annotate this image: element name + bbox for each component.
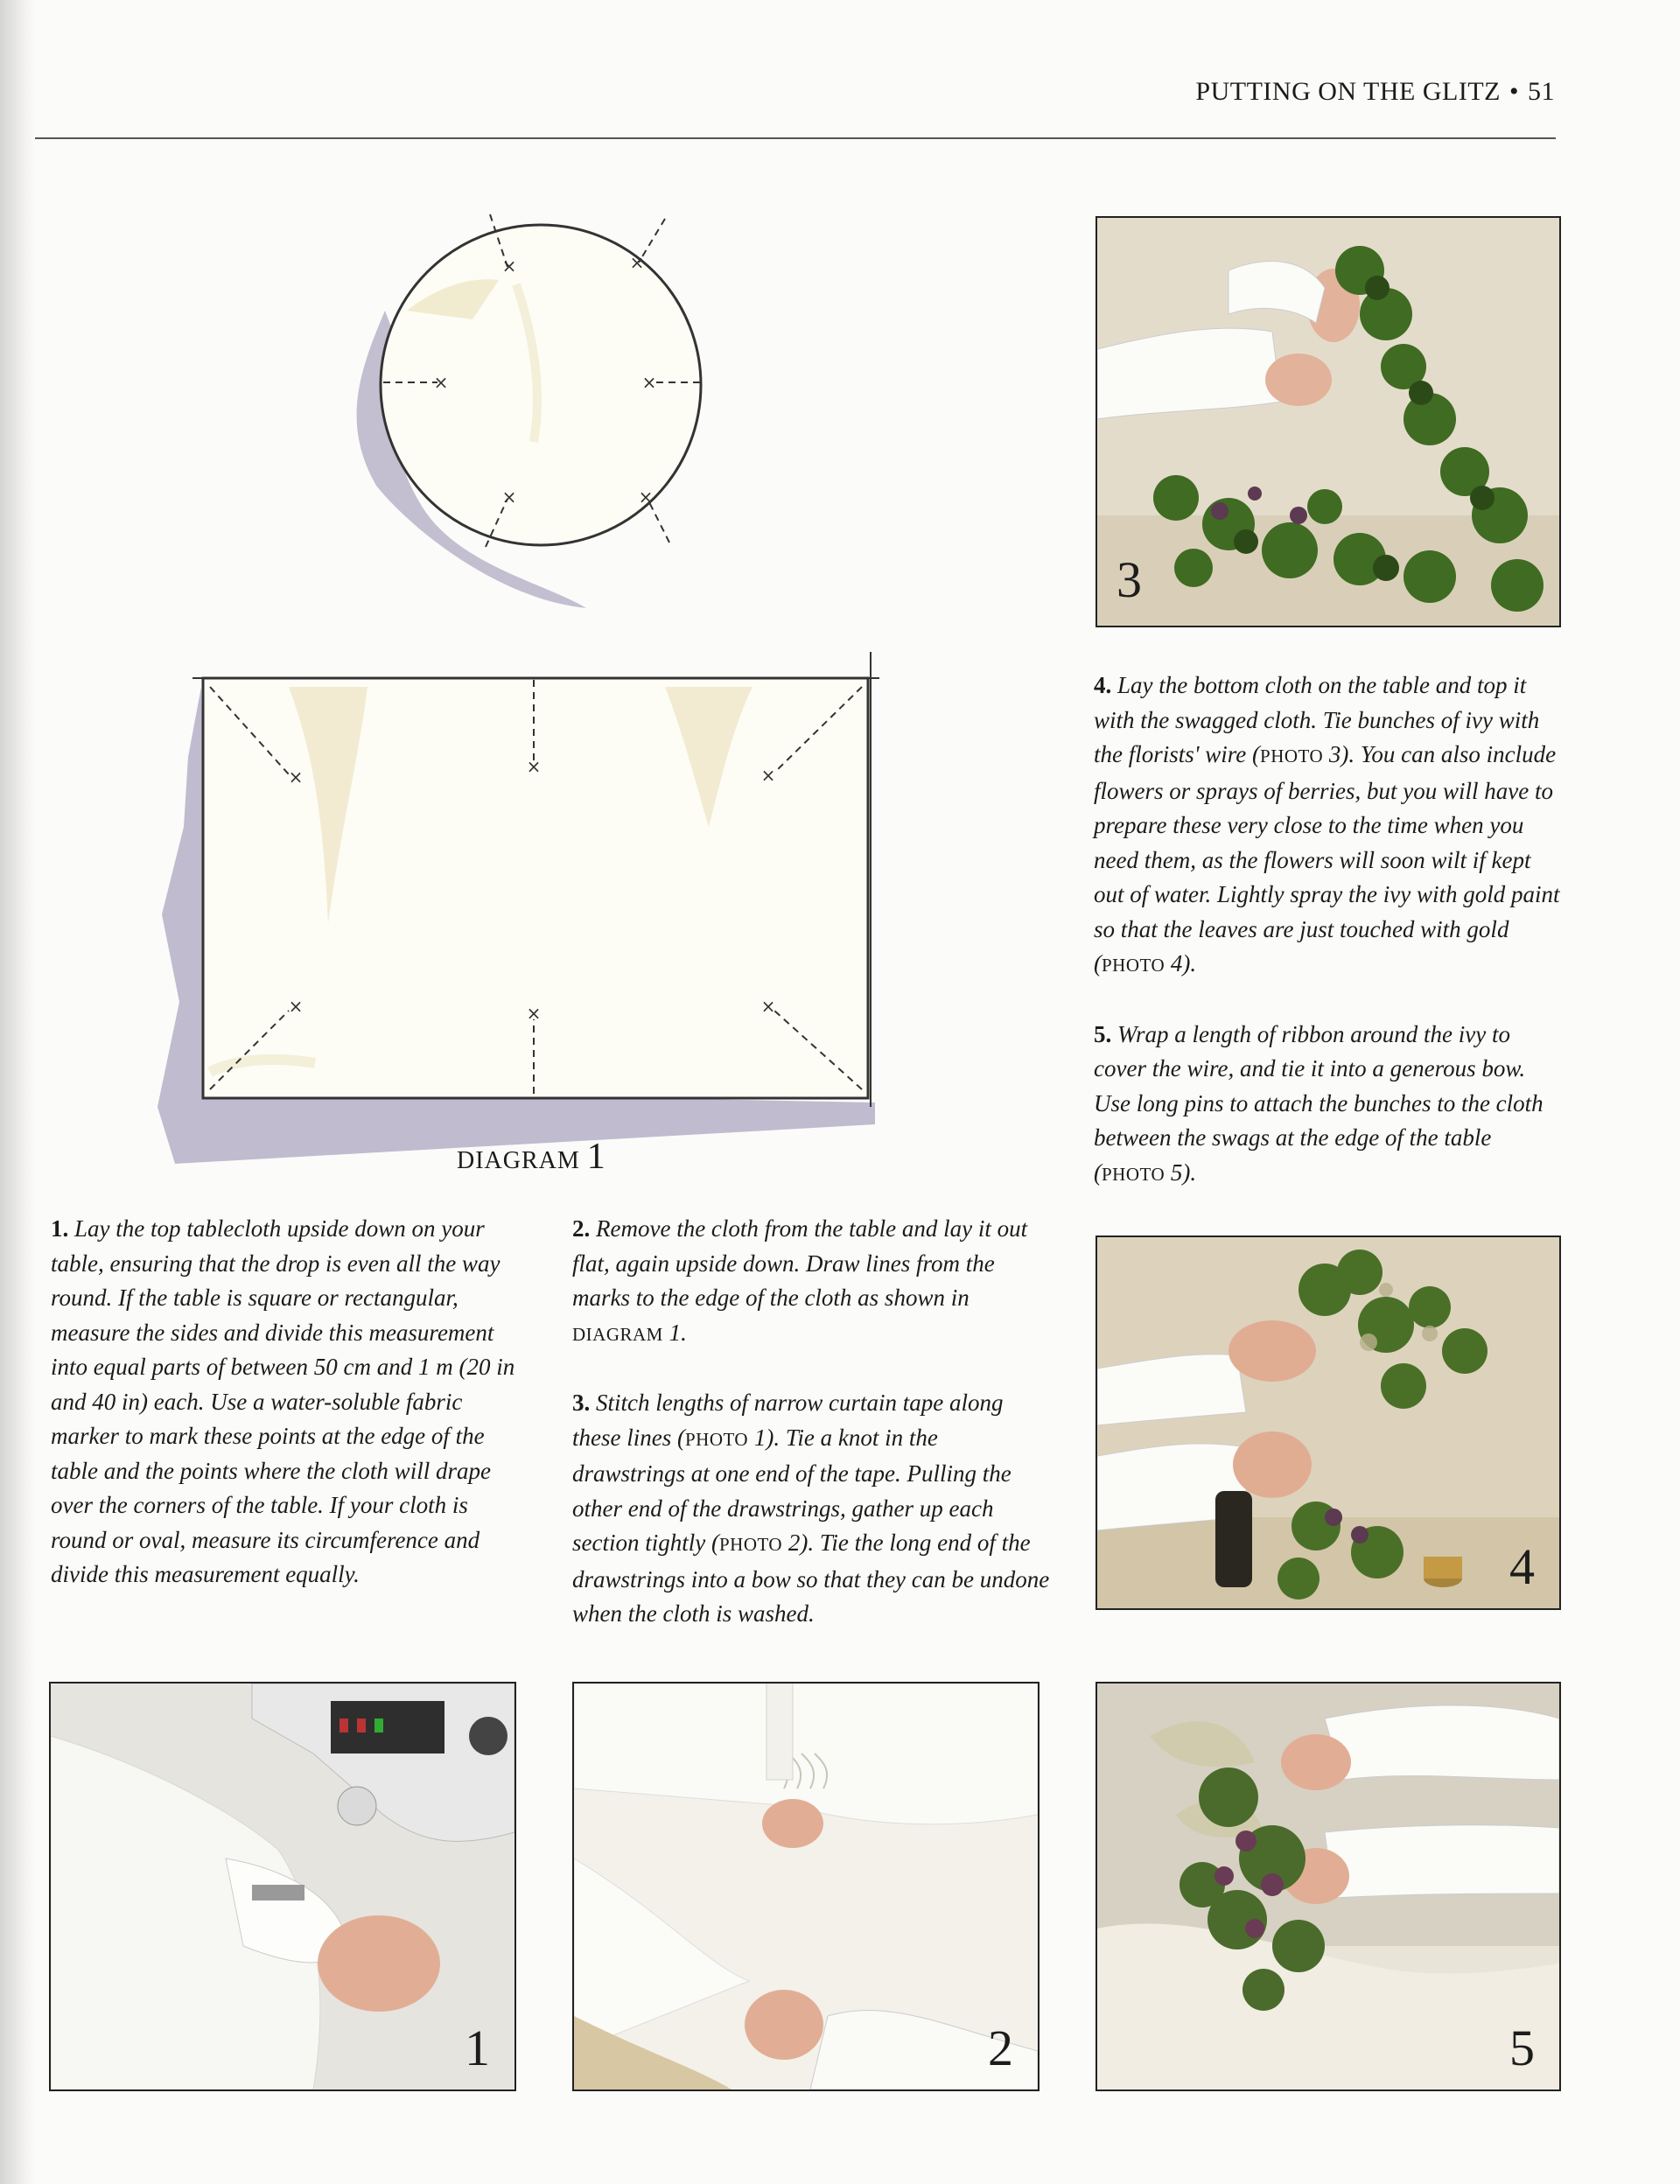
step-3 <box>572 1386 1052 1632</box>
step-text: 4). <box>1165 950 1197 976</box>
header-title: PUTTING ON THE GLITZ <box>1195 77 1501 106</box>
step-4 <box>1094 668 1566 984</box>
photo-1-image <box>51 1684 514 2090</box>
photo-2-image <box>574 1684 1038 2090</box>
photo-ref: PHOTO <box>684 1428 749 1450</box>
photo-4-number: 4 <box>1509 1538 1535 1595</box>
svg-text:×: × <box>526 1003 542 1024</box>
step-text: Stitch lengths of narrow curtain tape along these lines ( <box>572 1390 1004 1451</box>
running-header <box>1195 77 1555 107</box>
photo-ref: PHOTO <box>1260 746 1324 766</box>
rectangular-cloth-diagram <box>140 652 892 1177</box>
photo-1-number: 1 <box>465 2020 490 2076</box>
step-text: 5). <box>1165 1158 1197 1186</box>
svg-text:×: × <box>760 996 776 1017</box>
diagram-label-number: 1 <box>586 1137 606 1177</box>
svg-text:×: × <box>760 765 776 786</box>
page-gutter-shadow <box>0 0 35 2184</box>
step-1-text <box>51 1212 523 1627</box>
step-4-5-text <box>1094 668 1566 1226</box>
photo-5 <box>1096 1682 1561 2091</box>
step-number: 2. <box>572 1215 591 1242</box>
photo-5-image <box>1097 1684 1559 2090</box>
photo-1 <box>49 1682 516 2091</box>
round-cloth-diagram <box>324 197 796 617</box>
diagram-label-word: DIAGRAM <box>457 1147 580 1174</box>
step-text: 3). You can also include flowers or sprays of berries, but you will have to prepare these very close to the time when you need them, as the flowers will soon wilt if kept out of water. Lightly spray the ivy with gold paint so that the leaves are just touched with gold ( <box>1094 741 1560 976</box>
photo-3-number: 3 <box>1116 551 1142 608</box>
svg-text:×: × <box>433 372 449 393</box>
step-1 <box>51 1212 523 1592</box>
step-number: 1. <box>51 1215 69 1242</box>
svg-text:×: × <box>629 252 645 273</box>
svg-text:×: × <box>641 372 657 393</box>
step-number: 3. <box>572 1390 591 1416</box>
rect-cloth-outline <box>203 678 868 1098</box>
diagram-label <box>457 1136 606 1178</box>
photo-ref: PHOTO <box>1102 955 1166 976</box>
step-text: 2). Tie the long end of the drawstrings into a bow so that they can be undone when the cloth is washed. <box>572 1530 1050 1627</box>
step-text: Wrap a length of ribbon around the ivy to cover the wire, and tie it into a generous bow. Use long pins to attach the bunches to the cloth between the swags at the edge of the table ( <box>1094 1020 1544 1186</box>
step-text: Lay the top tablecloth upside down on your table, ensuring that the drop is even all the way round. If the table is square or rectangular, measure the sides and divide this measurement into equal parts of between 50 cm and 1 m (20 in and 40 in) each. Use a water-soluble fabric marker to mark these points at the edge of the table and the points where the cloth will drape over the corners of the table. If your cloth is round or oval, measure its circumference and divide this measurement equally. <box>51 1215 515 1587</box>
step-2 <box>572 1212 1052 1352</box>
svg-text:×: × <box>526 756 542 777</box>
photo-2 <box>572 1682 1040 2091</box>
svg-text:×: × <box>638 486 654 508</box>
header-separator: • <box>1508 77 1519 106</box>
page-number: 51 <box>1528 77 1555 106</box>
step-2-3-text <box>572 1212 1052 1666</box>
step-number: 4. <box>1094 672 1112 698</box>
diagram-ref: DIAGRAM <box>572 1323 663 1345</box>
photo-3-image <box>1097 218 1559 626</box>
photo-5-number: 5 <box>1509 2020 1535 2076</box>
step-text: 1. <box>662 1319 687 1346</box>
step-number: 5. <box>1094 1020 1112 1047</box>
photo-3 <box>1096 216 1561 627</box>
header-rule <box>35 137 1556 139</box>
photo-2-number: 2 <box>988 2020 1013 2076</box>
svg-text:×: × <box>501 486 517 508</box>
svg-text:×: × <box>288 996 304 1017</box>
photo-ref: PHOTO <box>1102 1163 1166 1185</box>
photo-4 <box>1096 1236 1561 1610</box>
step-text: Remove the cloth from the table and lay it out flat, again upside down. Draw lines from the marks to the edge of the cloth as shown in <box>572 1215 1028 1311</box>
photo-4-image <box>1097 1237 1559 1608</box>
step-text: 1). Tie a knot in the drawstrings at one end of the tape. Pulling the other end of the drawstrings, gather up each section tightly ( <box>572 1424 1012 1556</box>
svg-text:×: × <box>501 256 517 276</box>
step-text: Lay the bottom cloth on the table and top it with the swagged cloth. Tie bunches of ivy with the florists' wire ( <box>1094 672 1540 767</box>
step-5 <box>1094 1018 1566 1193</box>
svg-text:×: × <box>288 766 304 788</box>
photo-ref: PHOTO <box>718 1534 783 1555</box>
